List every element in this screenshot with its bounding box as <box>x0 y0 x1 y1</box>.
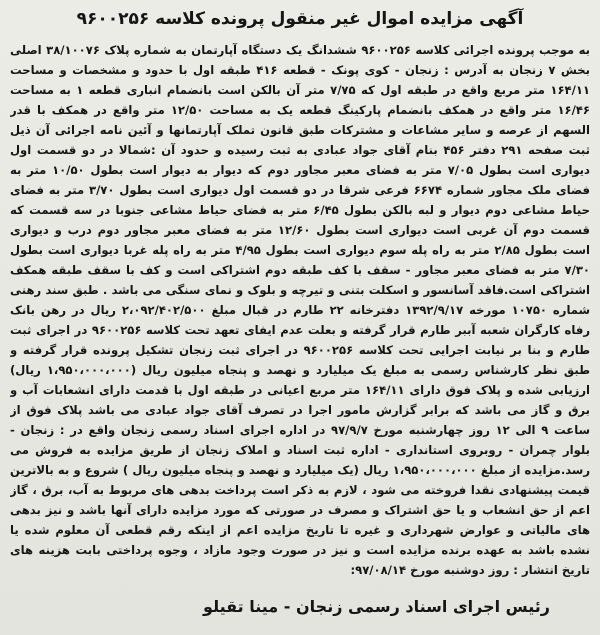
notice-body: به موجب پرونده اجرائی کلاسه ۹۶۰۰۲۵۶ ششدانگ یک دستگاه آپارتمان به شماره پلاک ۳۸/۱۰۰۷۶ اصلی بخش ۷ زنجان به آدرس : زنجان - کوی پونک - قطعه ۴۱۶ طبقه اول با حدود و مشخصات و مساحت ۱۶۴/۱۱ متر مربع واقع در طبقه اول که ۷/۷۵ متر آن بالکن است بانضمام انباری قطعه ۱ به مساحت ۱۶/۴۶ متر واقع در همکف بانضمام پارکینگ قطعه یک به مساحت ۱۲/۵۰ متر واقع در همکف با قدر السهم از عرصه و سایر مشاعات و مشترکات طبق قانون تملک آپارتمانها و آئین نامه اجرائی آن ذیل ثبت صفحه ۲۹۱ دفتر ۴۵۶ بنام آقای جواد عبادی به ثبت رسیده و حدود آن :شمالا در دو قسمت اول دیواری است بطول ۷/۰۵ متر به فضای معبر مجاور دوم که دیوار به دیوار است بطول ۱۰/۵۰ متر به فضای ملک مجاور شماره ۶۶۷۴ فرعی شرقا در دو قسمت اول دیواری است بطول ۳/۷۰ متر به فضای حیاط مشاعی دوم دیوار و لبه بالکن بطول ۶/۴۵ متر به فضای حیاط مشاعی جنوبا در سه قسمت که قسمت دوم آن غربی است دیواری است بطول ۱۲/۶۰ متر به فضای معبر مجاور دوم درب و دیواری است بطول ۲/۸۵ متر به راه پله سوم دیواری است بطول ۴/۹۵ متر به راه پله غربا دیواری است بطول ۷/۳۰ متر به فضای معبر مجاور - سقف با کف طبقه دوم اشتراکی است و کف با سقف طبقه همکف اشتراکی است.فاقد آسانسور و اسکلت بتنی و تیرچه و بلوک و نمای سنگی می باشد . طبق سند رهنی شماره ۱۰۷۵۰ مورخه ۱۳۹۲/۹/۱۷ دفترخانه ۲۲ طارم در قبال مبلغ ۲،۰۹۲/۴۰۲/۵۰۰ ریال در رهن بانک رفاه کارگران شعبه آببر طارم قرار گرفته و بعلت عدم ایفای تعهد تحت کلاسه ۹۶۰۰۲۵۶ در اجرای ثبت طارم و بنا بر نیابت اجرایی تحت کلاسه ۹۶۰۰۲۵۶ در اجرای ثبت زنجان تشکیل پرونده قرار گرفته و طبق نظر کارشناس رسمی به مبلغ یک میلیارد و نهصد و پنجاه میلیون ریال (۱،۹۵۰،۰۰۰،۰۰۰ ریال) ارزیابی شده و پلاک فوق دارای ۱۶۴/۱۱ متر مربع اعیانی در طبقه اول با قدمت دارای انشعابات آب و برق و گاز می باشد که برابر گزارش مامور اجرا در تصرف آقای جواد عبادی می باشد پلاک فوق از ساعت ۹ الی ۱۲ روز چهارشنبه مورخ ۹۷/۹/۷ در اداره اجرای اسناد رسمی زنجان واقع در : زنجان - بلوار چمران - روبروی استانداری - اداره ثبت اسناد و املاک زنجان از طریق مزایده به فروش می رسد.مزایده از مبلغ ۱،۹۵۰،۰۰۰،۰۰۰ ریال (یک میلیارد و نهصد و پنجاه میلیون ریال ) شروع و به بالاترین قیمت پیشنهادی نقدا فروخته می شود ، لازم به ذکر است پرداخت بدهی های مربوط به آب، برق ، گاز اعم از حق انشعاب و یا حق اشتراک و مصرف در صورتی که مورد مزایده دارای آنها باشد و نیز بدهی های مالیاتی و عوارض شهرداری و غیره تا تاریخ مزایده اعم از اینکه رقم قطعی آن معلوم شده یا نشده باشد به عهده برنده مزایده است و نیز در صورت وجود مازاد ، وجوه پرداختی بابت هزینه های <box>10 43 590 557</box>
signature-line: رئیس اجرای اسناد رسمی زنجان - مینا تقیلو <box>203 597 550 616</box>
notice-title: آگهی مزایده اموال غیر منقول پرونده کلاسه ۹۶۰۰۲۵۶ <box>76 9 524 29</box>
publish-date: تاریخ انتشار : روز دوشنبه مورخ ۹۷/۰۸/۱۴: <box>350 563 590 577</box>
